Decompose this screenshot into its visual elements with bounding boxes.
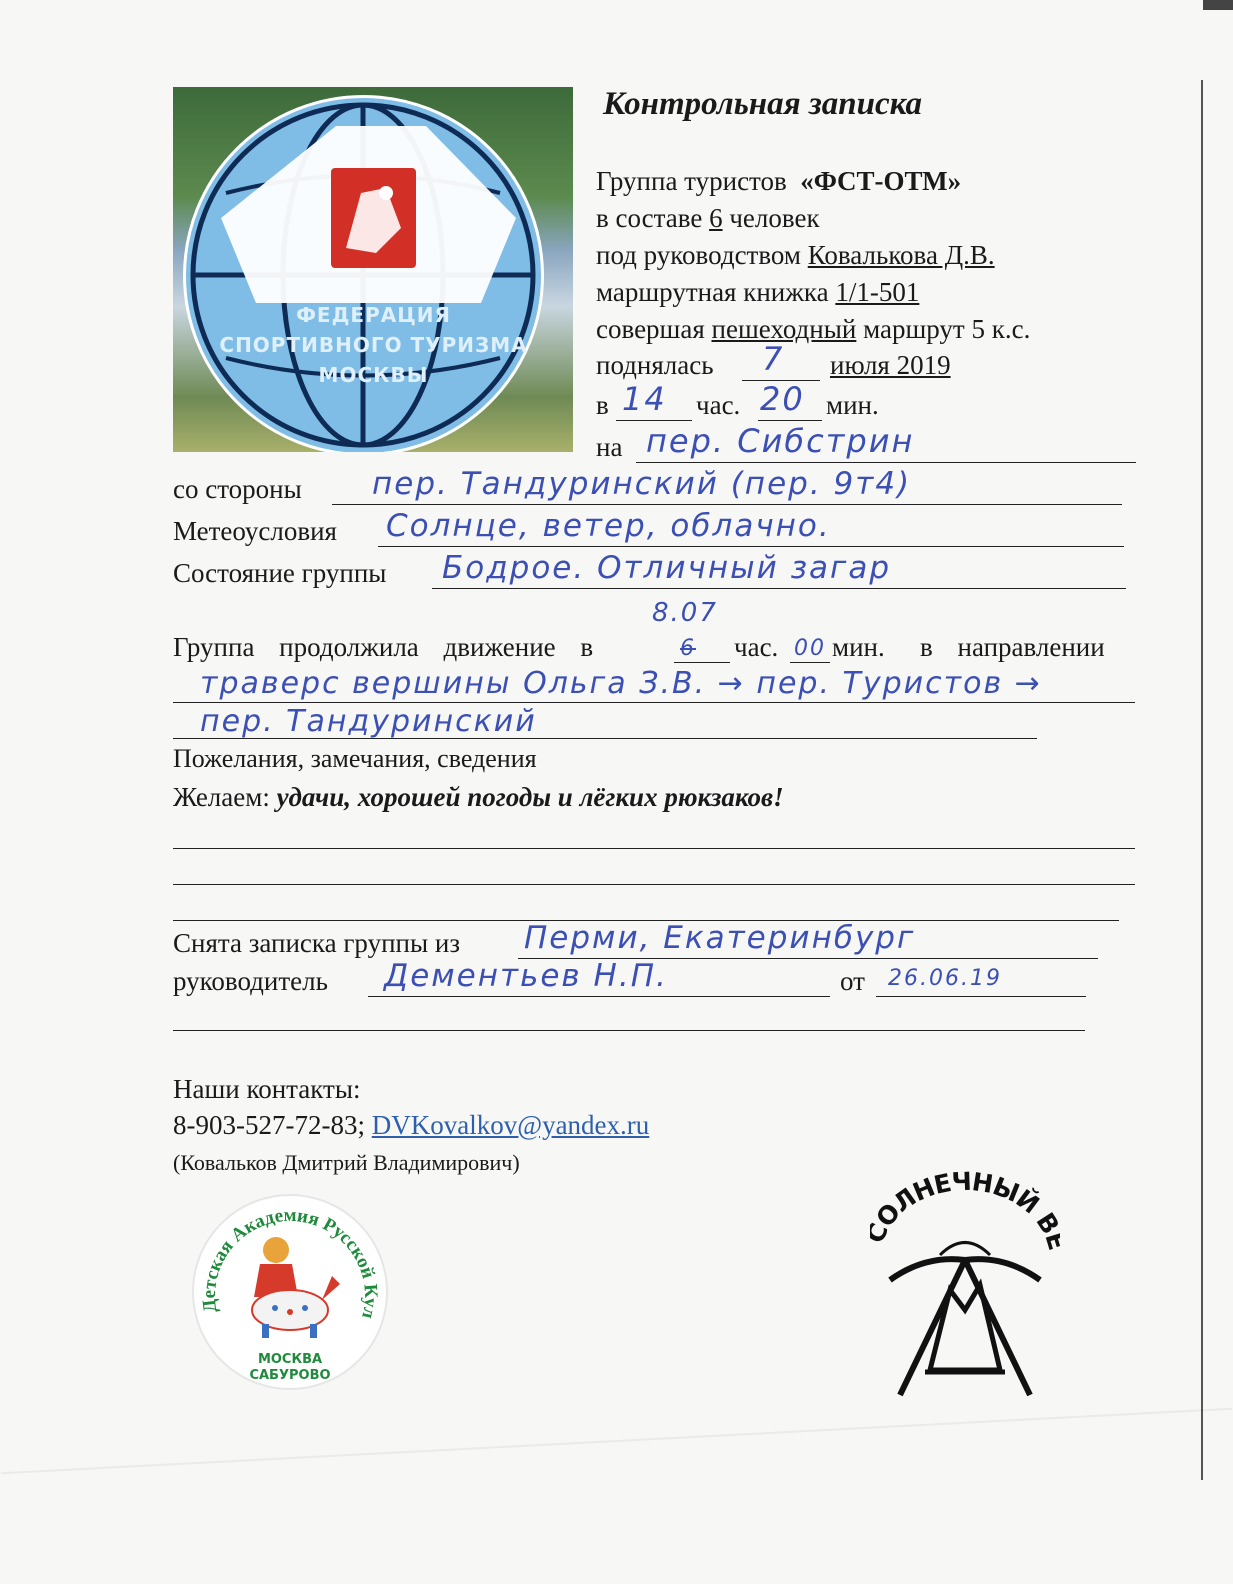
weather-label: Метеоусловия — [173, 516, 337, 546]
continued-minute-label: мин. — [832, 632, 885, 662]
route-prefix: совершая — [596, 314, 705, 344]
group-size-line — [596, 203, 820, 234]
continued-hour-label: час. — [734, 632, 779, 662]
book-prefix: маршрутная книжка — [596, 277, 829, 307]
continued-hour-line — [674, 662, 730, 663]
contacts-line — [173, 1110, 649, 1141]
group-label: Группа туристов — [596, 166, 787, 196]
continued-hour-crossed: 6 — [680, 636, 696, 661]
weather-value: Солнце, ветер, облачно. — [386, 508, 831, 544]
page-title: Контрольная записка — [603, 86, 923, 122]
ascent-day: 7 — [762, 340, 785, 378]
removed-from: Перми, Екатеринбург — [524, 920, 916, 956]
removed-date: 26.06.19 — [888, 966, 1002, 991]
group-name: «ФСТ-ОТМ» — [800, 166, 962, 196]
continued-minute: 00 — [794, 636, 826, 661]
fst-logo-line-3: МОСКВЫ — [318, 363, 429, 387]
academy-logo — [190, 1192, 390, 1392]
continued-minute-line — [790, 662, 830, 663]
wish-line — [173, 782, 784, 813]
hour-label: час. — [696, 390, 741, 420]
ascent-hour: 14 — [622, 380, 667, 418]
ascent-minute: 20 — [760, 380, 805, 418]
group-size: 6 — [709, 203, 723, 233]
pass-name: пер. Сибстрин — [646, 422, 915, 460]
notes-blank-line-2 — [173, 884, 1135, 885]
continued-label: Группа продолжила движение в — [173, 632, 594, 662]
ascent-month-year: июля 2019 — [830, 350, 951, 380]
removed-date-label: от — [840, 966, 865, 996]
notes-blank-line-1 — [173, 848, 1135, 849]
route-type: пешеходный — [711, 314, 857, 344]
globe-icon — [186, 98, 541, 452]
globe-emblem — [183, 95, 544, 452]
removed-leader-label: руководитель — [173, 966, 328, 996]
sun-wind-text: ОЛНЕЧНЫЙ — [870, 1166, 1044, 1233]
book-line — [596, 277, 919, 308]
wish-prefix: Желаем: — [173, 782, 270, 812]
size-prefix: в составе — [596, 203, 703, 233]
contact-phone: 8-903-527-72-83; — [173, 1110, 365, 1140]
fst-logo-line-2: СПОРТИВНОГО ТУРИЗМА — [219, 333, 528, 357]
condition-label: Состояние группы — [173, 558, 387, 588]
academy-district: САБУРОВО — [249, 1368, 331, 1383]
condition-line — [432, 588, 1126, 589]
group-leader: Ковалькова Д.В. — [807, 240, 995, 270]
direction-text-2: пер. Тандуринский — [200, 704, 537, 739]
sun-wind-logo — [870, 1160, 1060, 1410]
leader-line — [596, 240, 995, 271]
in-label: в — [596, 390, 609, 420]
minute-line — [758, 420, 822, 421]
fst-logo-line-1: ФЕДЕРАЦИЯ — [296, 303, 451, 327]
paper-fold-edge — [1201, 80, 1203, 1480]
route-suffix: маршрут 5 к.с. — [863, 314, 1031, 344]
academy-ring-text: Детская Академия Русской Кул — [198, 1204, 382, 1321]
side-label: со стороны — [173, 474, 302, 504]
paper-crease — [1, 1408, 1232, 1475]
fst-moscow-logo — [173, 87, 573, 452]
hour-line — [616, 420, 692, 421]
ascent-date-label: поднялась — [596, 350, 714, 380]
contacts-label: Наши контакты: — [173, 1074, 361, 1104]
continued-hour-correction: 8.07 — [652, 598, 718, 628]
on-label: на — [596, 432, 623, 462]
minute-label: мин. — [826, 390, 879, 420]
blank-line — [173, 1030, 1085, 1031]
group-line — [596, 166, 961, 197]
route-line — [596, 314, 1030, 345]
contact-email-link[interactable]: DVKovalkov@yandex.ru — [371, 1110, 650, 1140]
removed-leader: Дементьев Н.П. — [384, 958, 668, 994]
removed-date-line — [876, 996, 1086, 997]
route-book: 1/1-501 — [835, 277, 920, 307]
removed-label: Снята записка группы из — [173, 928, 460, 958]
contact-person: (Ковальков Дмитрий Владимирович) — [173, 1150, 520, 1175]
size-suffix: человек — [729, 203, 820, 233]
academy-city: МОСКВА — [257, 1352, 323, 1367]
side-value: пер. Тандуринский (пер. 9т4) — [372, 466, 912, 502]
scan-edge — [1203, 0, 1233, 10]
pass-line — [636, 462, 1136, 463]
condition-value: Бодрое. Отличный загар — [442, 550, 892, 586]
weather-line — [378, 546, 1124, 547]
side-line — [332, 504, 1122, 505]
notes-label: Пожелания, замечания, сведения — [173, 744, 537, 773]
leader-prefix: под руководством — [596, 240, 801, 270]
direction-text-1: траверс вершины Ольга З.В. → пер. Туристов → — [200, 666, 1042, 701]
direction-line-1 — [173, 702, 1135, 703]
svg-text:СОЛНЕЧНЫЙ ВЕТЕР — [870, 1160, 1060, 1253]
direction-label: в направлении — [920, 632, 1105, 662]
removed-leader-line — [368, 996, 830, 997]
wish-text: удачи, хорошей погоды и лёгких рюкзаков! — [276, 782, 784, 812]
ice-axe-mountain-icon — [870, 1160, 1060, 1410]
